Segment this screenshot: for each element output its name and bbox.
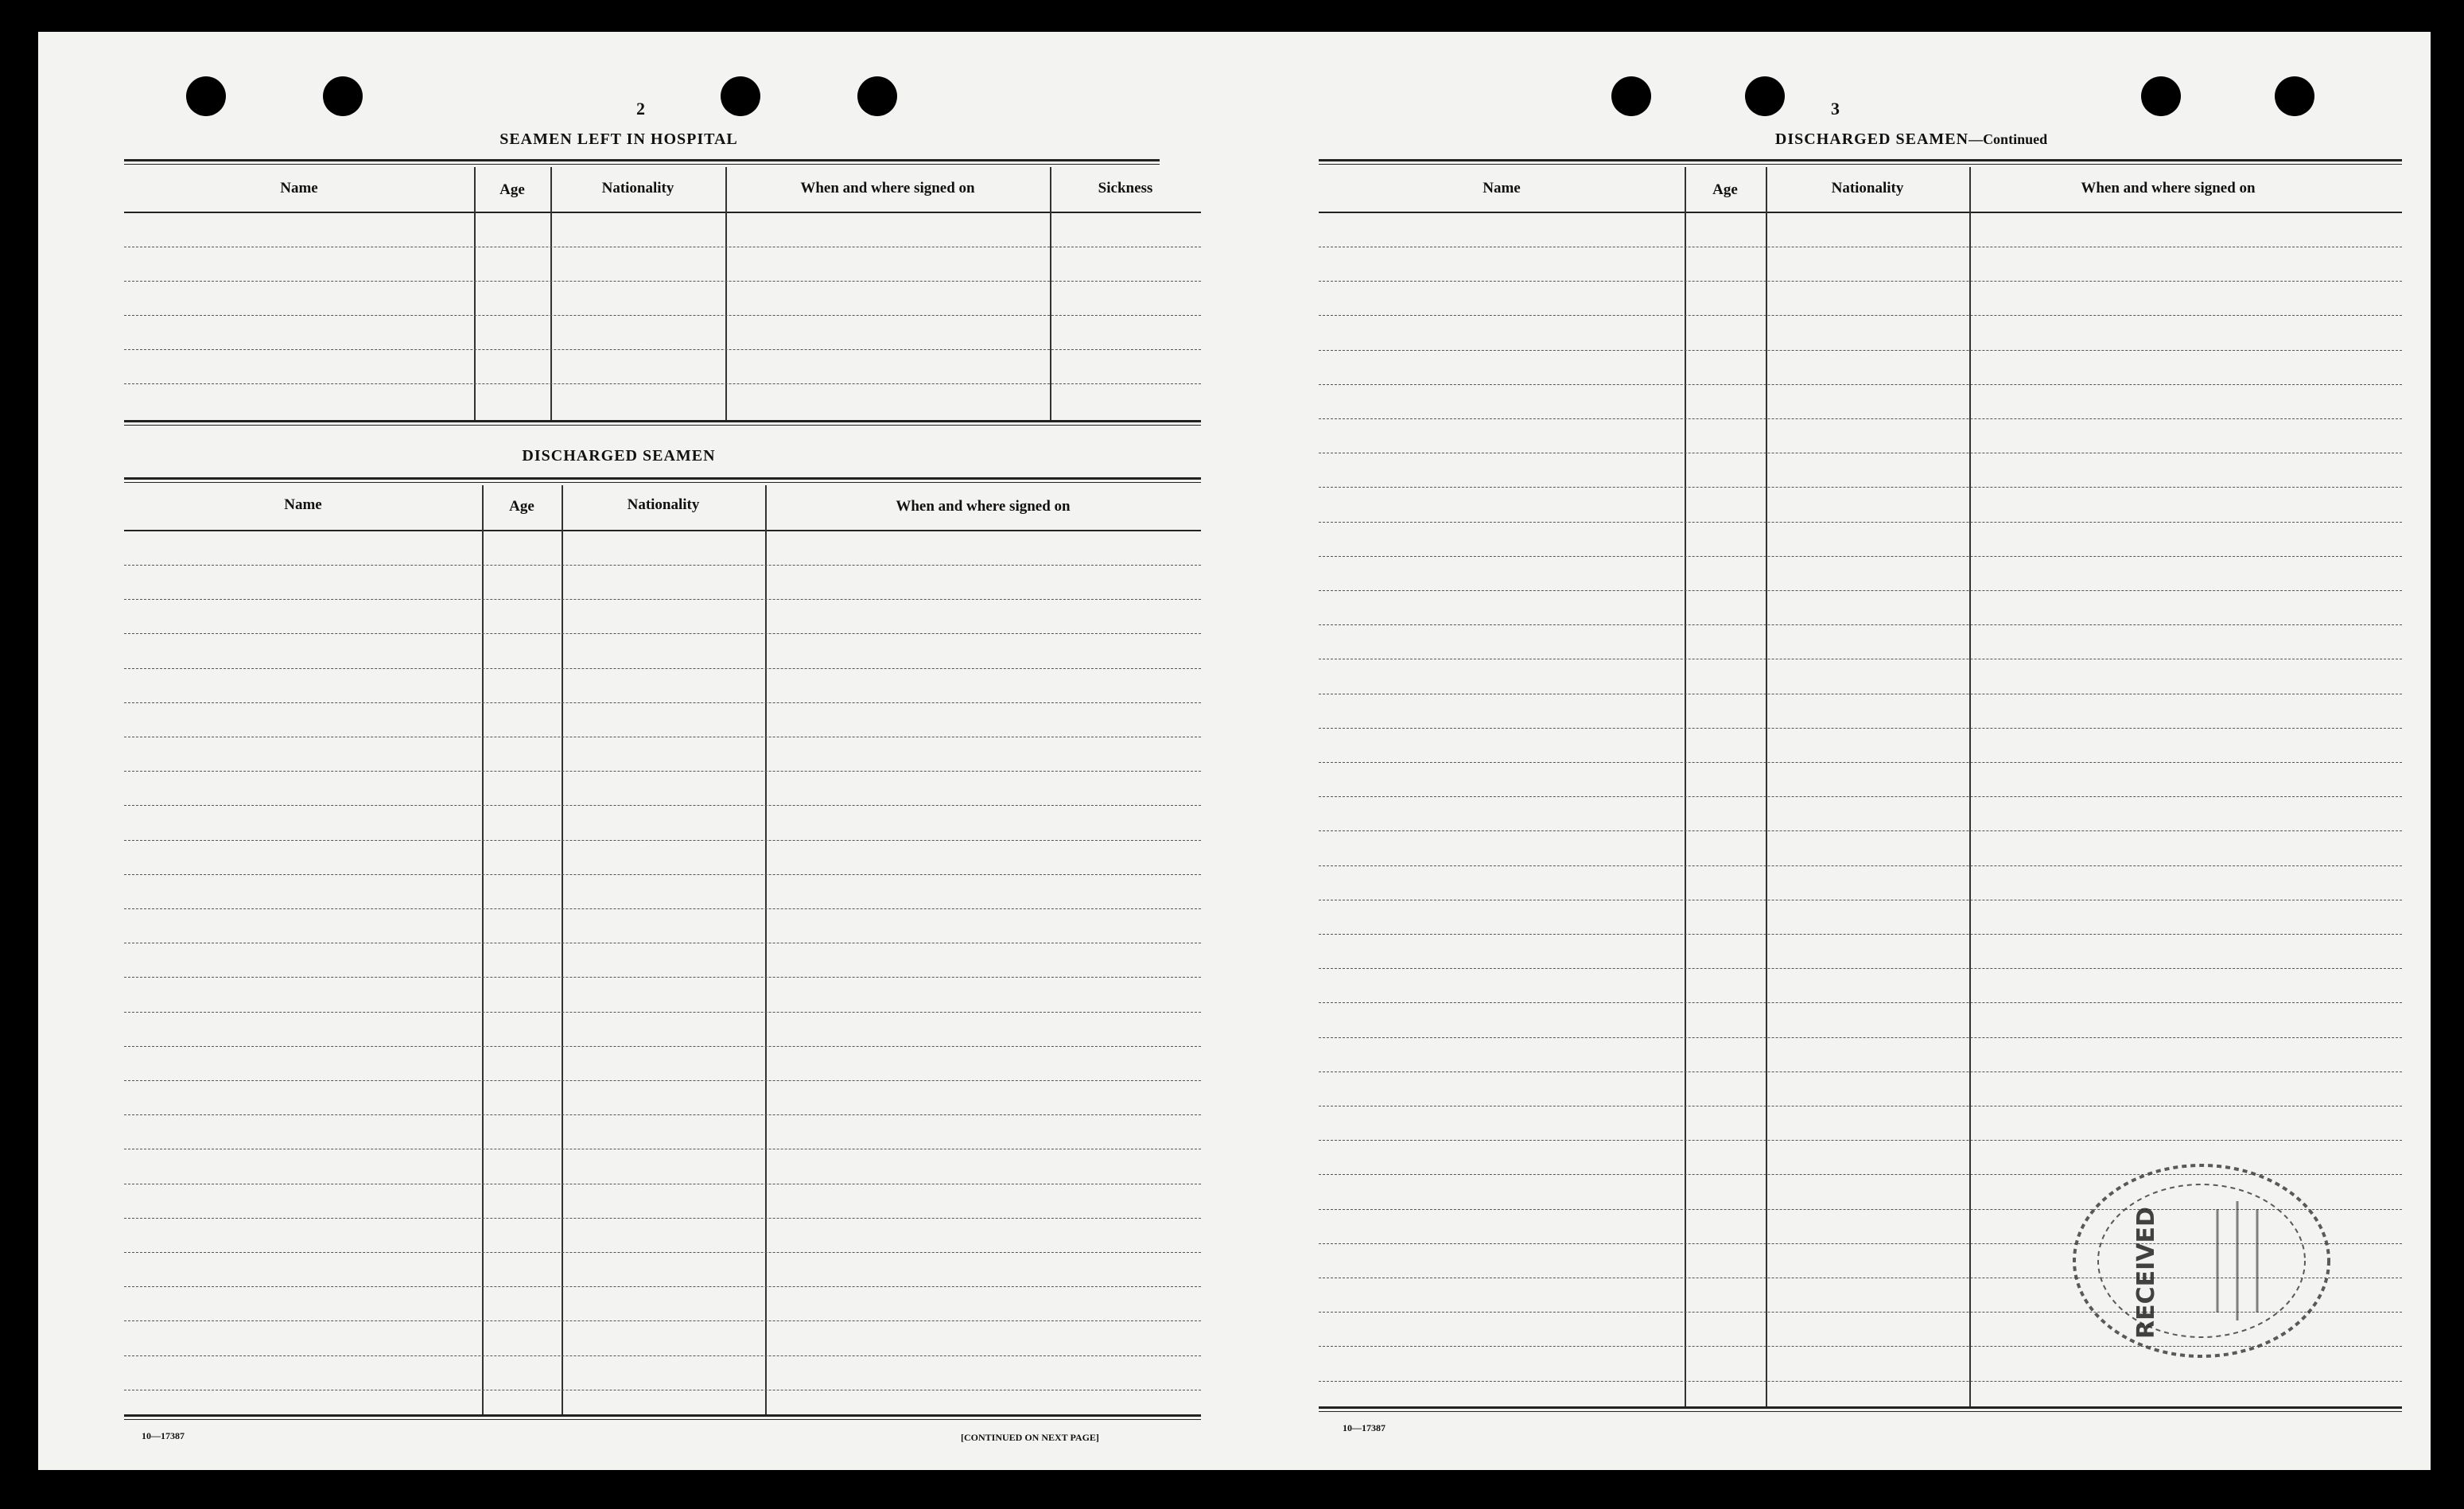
hospital-col-name: Name: [280, 180, 318, 196]
left-form-number: 10—17387: [142, 1430, 185, 1441]
hospital-row-line: [124, 383, 1201, 384]
row-line: [124, 1012, 1201, 1013]
right-header-rule: [1319, 212, 2402, 213]
punch-hole: [857, 76, 897, 116]
right-bottom-rule: [1319, 1406, 2402, 1412]
row-line: [124, 771, 1201, 772]
discharged-continued-title: [1533, 130, 2289, 149]
discharged-top-rule: [124, 477, 1201, 483]
right-top-rule: [1319, 159, 2402, 165]
punch-hole: [186, 76, 226, 116]
document-paper: [38, 32, 2431, 1470]
discharged-col-nationality: Nationality: [627, 496, 700, 513]
row-line: [124, 1355, 1201, 1356]
punch-hole: [2275, 76, 2314, 116]
hospital-bottom-rule: [124, 420, 1201, 426]
discharged-section-title: DISCHARGED SEAMEN: [522, 447, 716, 465]
right-col-divider: [1766, 167, 1767, 1408]
stamp-label: RECEIVED: [2132, 1207, 2160, 1339]
row-line: [1319, 590, 2402, 591]
discharged-col-divider: [562, 485, 563, 1414]
row-line: [124, 668, 1201, 669]
discharged-continued-title-main: DISCHARGED SEAMEN: [1774, 130, 1969, 148]
hospital-col-divider: [1050, 167, 1051, 420]
row-line: [1319, 384, 2402, 385]
discharged-col-name: Name: [284, 496, 322, 513]
row-line: [124, 1114, 1201, 1115]
punch-hole: [1611, 76, 1651, 116]
right-col-age: Age: [1712, 181, 1738, 198]
hospital-col-nationality: Nationality: [601, 180, 674, 196]
row-line: [1319, 556, 2402, 557]
row-line: [124, 599, 1201, 600]
discharged-header-rule: [124, 530, 1201, 531]
row-line: [1319, 968, 2402, 969]
row-line: [124, 633, 1201, 634]
row-line: [1319, 1037, 2402, 1038]
discharged-continued-suffix: —Continued: [1968, 131, 2048, 147]
discharged-col-divider: [482, 485, 484, 1414]
row-line: [1319, 418, 2402, 419]
row-line: [124, 805, 1201, 806]
row-line: [1319, 1002, 2402, 1003]
punch-hole: [1745, 76, 1785, 116]
hospital-row-line: [124, 315, 1201, 316]
discharged-col-age: Age: [509, 498, 534, 515]
discharged-col-divider: [765, 485, 767, 1414]
hospital-section-title: SEAMEN LEFT IN HOSPITAL: [499, 130, 738, 148]
row-line: [1319, 1140, 2402, 1141]
right-col-name: Name: [1483, 180, 1521, 196]
row-line: [1319, 1071, 2402, 1072]
row-line: [1319, 281, 2402, 282]
hospital-col-age: Age: [499, 181, 525, 198]
hospital-row-line: [124, 349, 1201, 350]
row-line: [124, 1080, 1201, 1081]
row-line: [124, 977, 1201, 978]
row-line: [1319, 830, 2402, 831]
right-form-number: 10—17387: [1343, 1422, 1386, 1433]
left-page-number: 2: [636, 99, 645, 119]
row-line: [1319, 624, 2402, 625]
discharged-col-when-where: When and where signed on: [896, 498, 1071, 515]
hospital-col-sickness: Sickness: [1098, 180, 1153, 196]
row-line: [124, 702, 1201, 703]
received-stamp: [2058, 1153, 2345, 1368]
discharged-bottom-rule: [124, 1414, 1201, 1420]
hospital-col-divider: [550, 167, 552, 420]
row-line: [1319, 1381, 2402, 1382]
right-page-number: 3: [1831, 99, 1840, 119]
row-line: [124, 840, 1201, 841]
row-line: [1319, 522, 2402, 523]
row-line: [1319, 728, 2402, 729]
hospital-col-divider: [474, 167, 476, 420]
row-line: [1319, 762, 2402, 763]
row-line: [124, 908, 1201, 909]
hospital-col-divider: [725, 167, 727, 420]
row-line: [124, 1286, 1201, 1287]
row-line: [124, 565, 1201, 566]
row-line: [1319, 487, 2402, 488]
hospital-col-when-where: When and where signed on: [800, 180, 975, 196]
row-line: [124, 1218, 1201, 1219]
row-line: [1319, 796, 2402, 797]
punch-hole: [721, 76, 760, 116]
row-line: [1319, 350, 2402, 351]
row-line: [1319, 315, 2402, 316]
row-line: [124, 1320, 1201, 1321]
row-line: [124, 874, 1201, 875]
right-col-nationality: Nationality: [1831, 180, 1904, 196]
hospital-row-line: [124, 281, 1201, 282]
hospital-header-rule: [124, 212, 1201, 213]
row-line: [1319, 934, 2402, 935]
right-col-when-where: When and where signed on: [2081, 180, 2256, 196]
right-col-divider: [1685, 167, 1686, 1408]
row-line: [124, 1046, 1201, 1047]
row-line: [124, 1252, 1201, 1253]
continued-note: [CONTINUED ON NEXT PAGE]: [961, 1432, 1099, 1443]
hospital-top-rule: [124, 159, 1160, 165]
row-line: [1319, 865, 2402, 866]
punch-hole: [2141, 76, 2181, 116]
punch-hole: [323, 76, 363, 116]
right-col-divider: [1969, 167, 1971, 1408]
